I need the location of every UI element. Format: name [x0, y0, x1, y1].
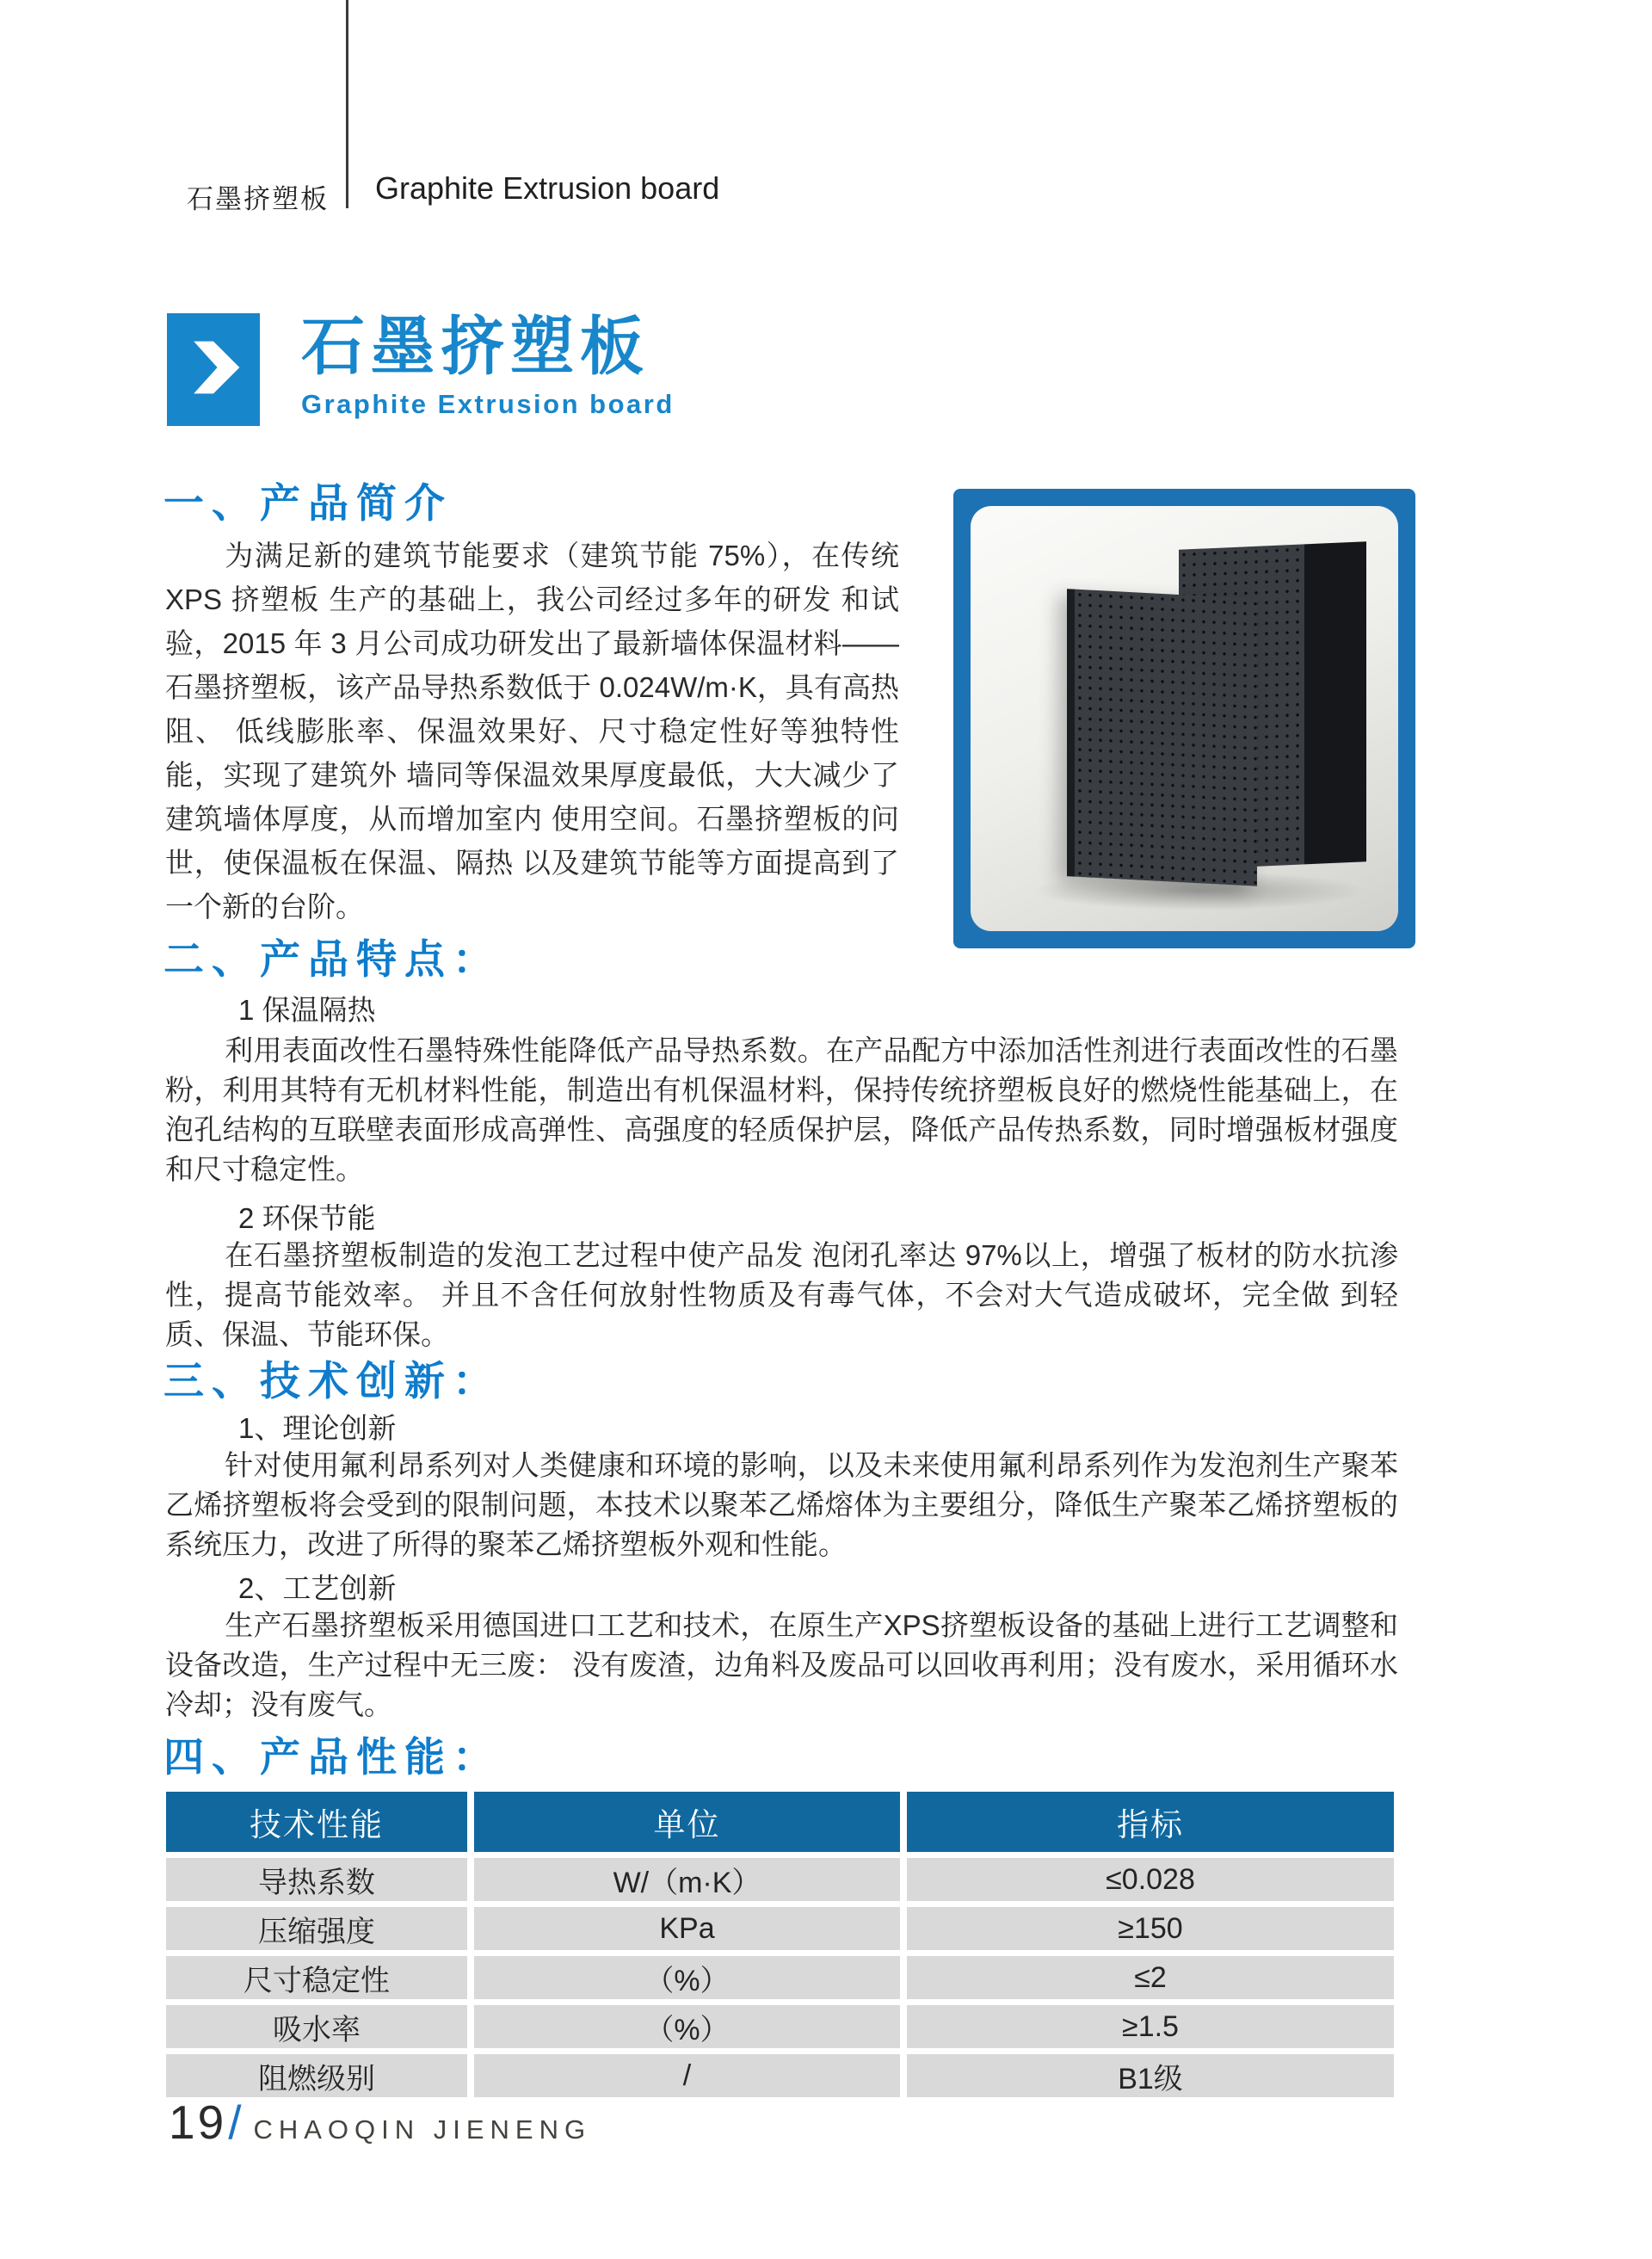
table-row — [166, 1858, 1394, 1901]
table-row — [166, 1956, 1394, 1999]
table-header-row — [166, 1792, 1394, 1852]
innovation-2-paragraph: 生产石墨挤塑板采用德国进口工艺和技术，在原生产XPS挤塑板设备的基础上进行工艺调整和设备改造，生产过程中无三废： 没有废渣，边角料及废品可以回收再利用；没有废水，采用循环水冷却；没有废气。 — [165, 1609, 1398, 1720]
footer-brand-text: CHAOQIN JIENENG — [253, 2114, 592, 2145]
performance-table — [166, 1792, 1394, 2103]
table-cell: 压缩强度 — [166, 1907, 467, 1950]
board-dark-side — [1304, 541, 1366, 864]
page-number-slash: / — [228, 2095, 242, 2149]
header-title-zh: 石墨挤塑板 — [187, 184, 329, 214]
table-cell: B1级 — [907, 2054, 1394, 2097]
feature-1-paragraph: 利用表面改性石墨特殊性能降低产品导热系数。在产品配方中添加活性剂进行表面改性的石墨粉，利用其特有无机材料性能，制造出有机保温材料，保持传统挤塑板良好的燃烧性能基础上，在泡孔结构的互联壁表面形成高弹性、高强度的轻质保护层，降低产品传热系数，同时增强板材强度和尺寸稳定性。 — [165, 1034, 1398, 1185]
product-logo — [167, 313, 675, 426]
innovation-1-paragraph: 针对使用氟利昂系列对人类健康和环境的影响，以及未来使用氟利昂系列作为发泡剂生产聚苯乙烯挤塑板将会受到的限制问题，本技术以聚苯乙烯熔体为主要组分，降低生产聚苯乙烯挤塑板的系统压力，改进了所得的聚苯乙烯挤塑板外观和性能。 — [165, 1449, 1398, 1560]
section-heading-performance: 四、产品性能： — [163, 1736, 501, 1781]
logo-subtitle-en: Graphite Extrusion board — [301, 388, 675, 419]
table-row — [166, 2005, 1394, 2048]
table-cell: 导热系数 — [166, 1858, 467, 1901]
table-cell: （%） — [474, 2005, 900, 2048]
page-footer — [169, 2095, 591, 2150]
intro-paragraph: 为满足新的建筑节能要求（建筑节能 75%），在传统 XPS 挤塑板 生产的基础上，我公司经过多年的研发 和试验，2015 年 3 月公司成功研发出了最新墙体保温材料——石墨挤塑板，该产品导热系数低于 0.024W/m·K，具有高热阻、 低线膨胀率、保温效果好、尺寸稳定性好等独特性能，实现了建筑外 墙同等保温效果厚度最低，大大减少了建筑墙体厚度，从而增加室内 使用空间。石墨挤塑板的问世，使保温板在保温、隔热 以及建筑节能等方面提高到了一个新的台阶。 — [165, 540, 899, 923]
innovation-1-title: 1、理论创新 — [238, 1412, 397, 1444]
table-cell: （%） — [474, 1956, 900, 1999]
feature-2-title: 2 环保节能 — [238, 1202, 376, 1234]
table-cell: 阻燃级别 — [166, 2054, 467, 2097]
logo-mark — [167, 313, 260, 426]
table-cell: / — [474, 2054, 900, 2097]
product-photo-frame — [953, 489, 1415, 948]
header-title-en: Graphite Extrusion board — [375, 170, 720, 206]
section-heading-intro: 一、产品简介 — [163, 482, 453, 527]
feature-1-title: 1 保温隔热 — [238, 994, 376, 1026]
table-cell: ≤0.028 — [907, 1858, 1394, 1901]
table-cell: ≤2 — [907, 1956, 1394, 1999]
chevron-right-arrow-icon — [181, 330, 246, 409]
table-header-index: 指标 — [907, 1792, 1394, 1852]
section-heading-innovation: 三、技术创新： — [163, 1360, 501, 1404]
table-header-property: 技术性能 — [166, 1792, 467, 1852]
product-photo — [971, 506, 1398, 931]
table-cell: 尺寸稳定性 — [166, 1956, 467, 1999]
table-cell: 吸水率 — [166, 2005, 467, 2048]
board-perforated-face — [1075, 589, 1257, 886]
section-heading-features: 二、产品特点： — [163, 938, 501, 983]
table-row — [166, 1907, 1394, 1950]
header-divider-rule — [346, 0, 348, 208]
table-body — [166, 1858, 1394, 2097]
innovation-2-title: 2、工艺创新 — [238, 1572, 397, 1604]
feature-2-paragraph: 在石墨挤塑板制造的发泡工艺过程中使产品发 泡闭孔率达 97%以上，增强了板材的防水抗渗性，提高节能效率。 并且不含任何放射性物质及有毒气体，不会对大气造成破坏，完全做 到轻质、保温、节能环保。 — [165, 1239, 1398, 1350]
logo-title-zh: 石墨挤塑板 — [301, 311, 650, 382]
page-number: 19 — [169, 2095, 227, 2149]
table-cell: KPa — [474, 1907, 900, 1950]
table-cell: ≥150 — [907, 1907, 1394, 1950]
graphite-board-front — [1067, 589, 1257, 886]
table-row — [166, 2054, 1394, 2097]
logo-text-block — [301, 313, 675, 420]
table-cell: W/（m·K） — [474, 1858, 900, 1901]
table-header-unit: 单位 — [474, 1792, 900, 1852]
table-cell: ≥1.5 — [907, 2005, 1394, 2048]
